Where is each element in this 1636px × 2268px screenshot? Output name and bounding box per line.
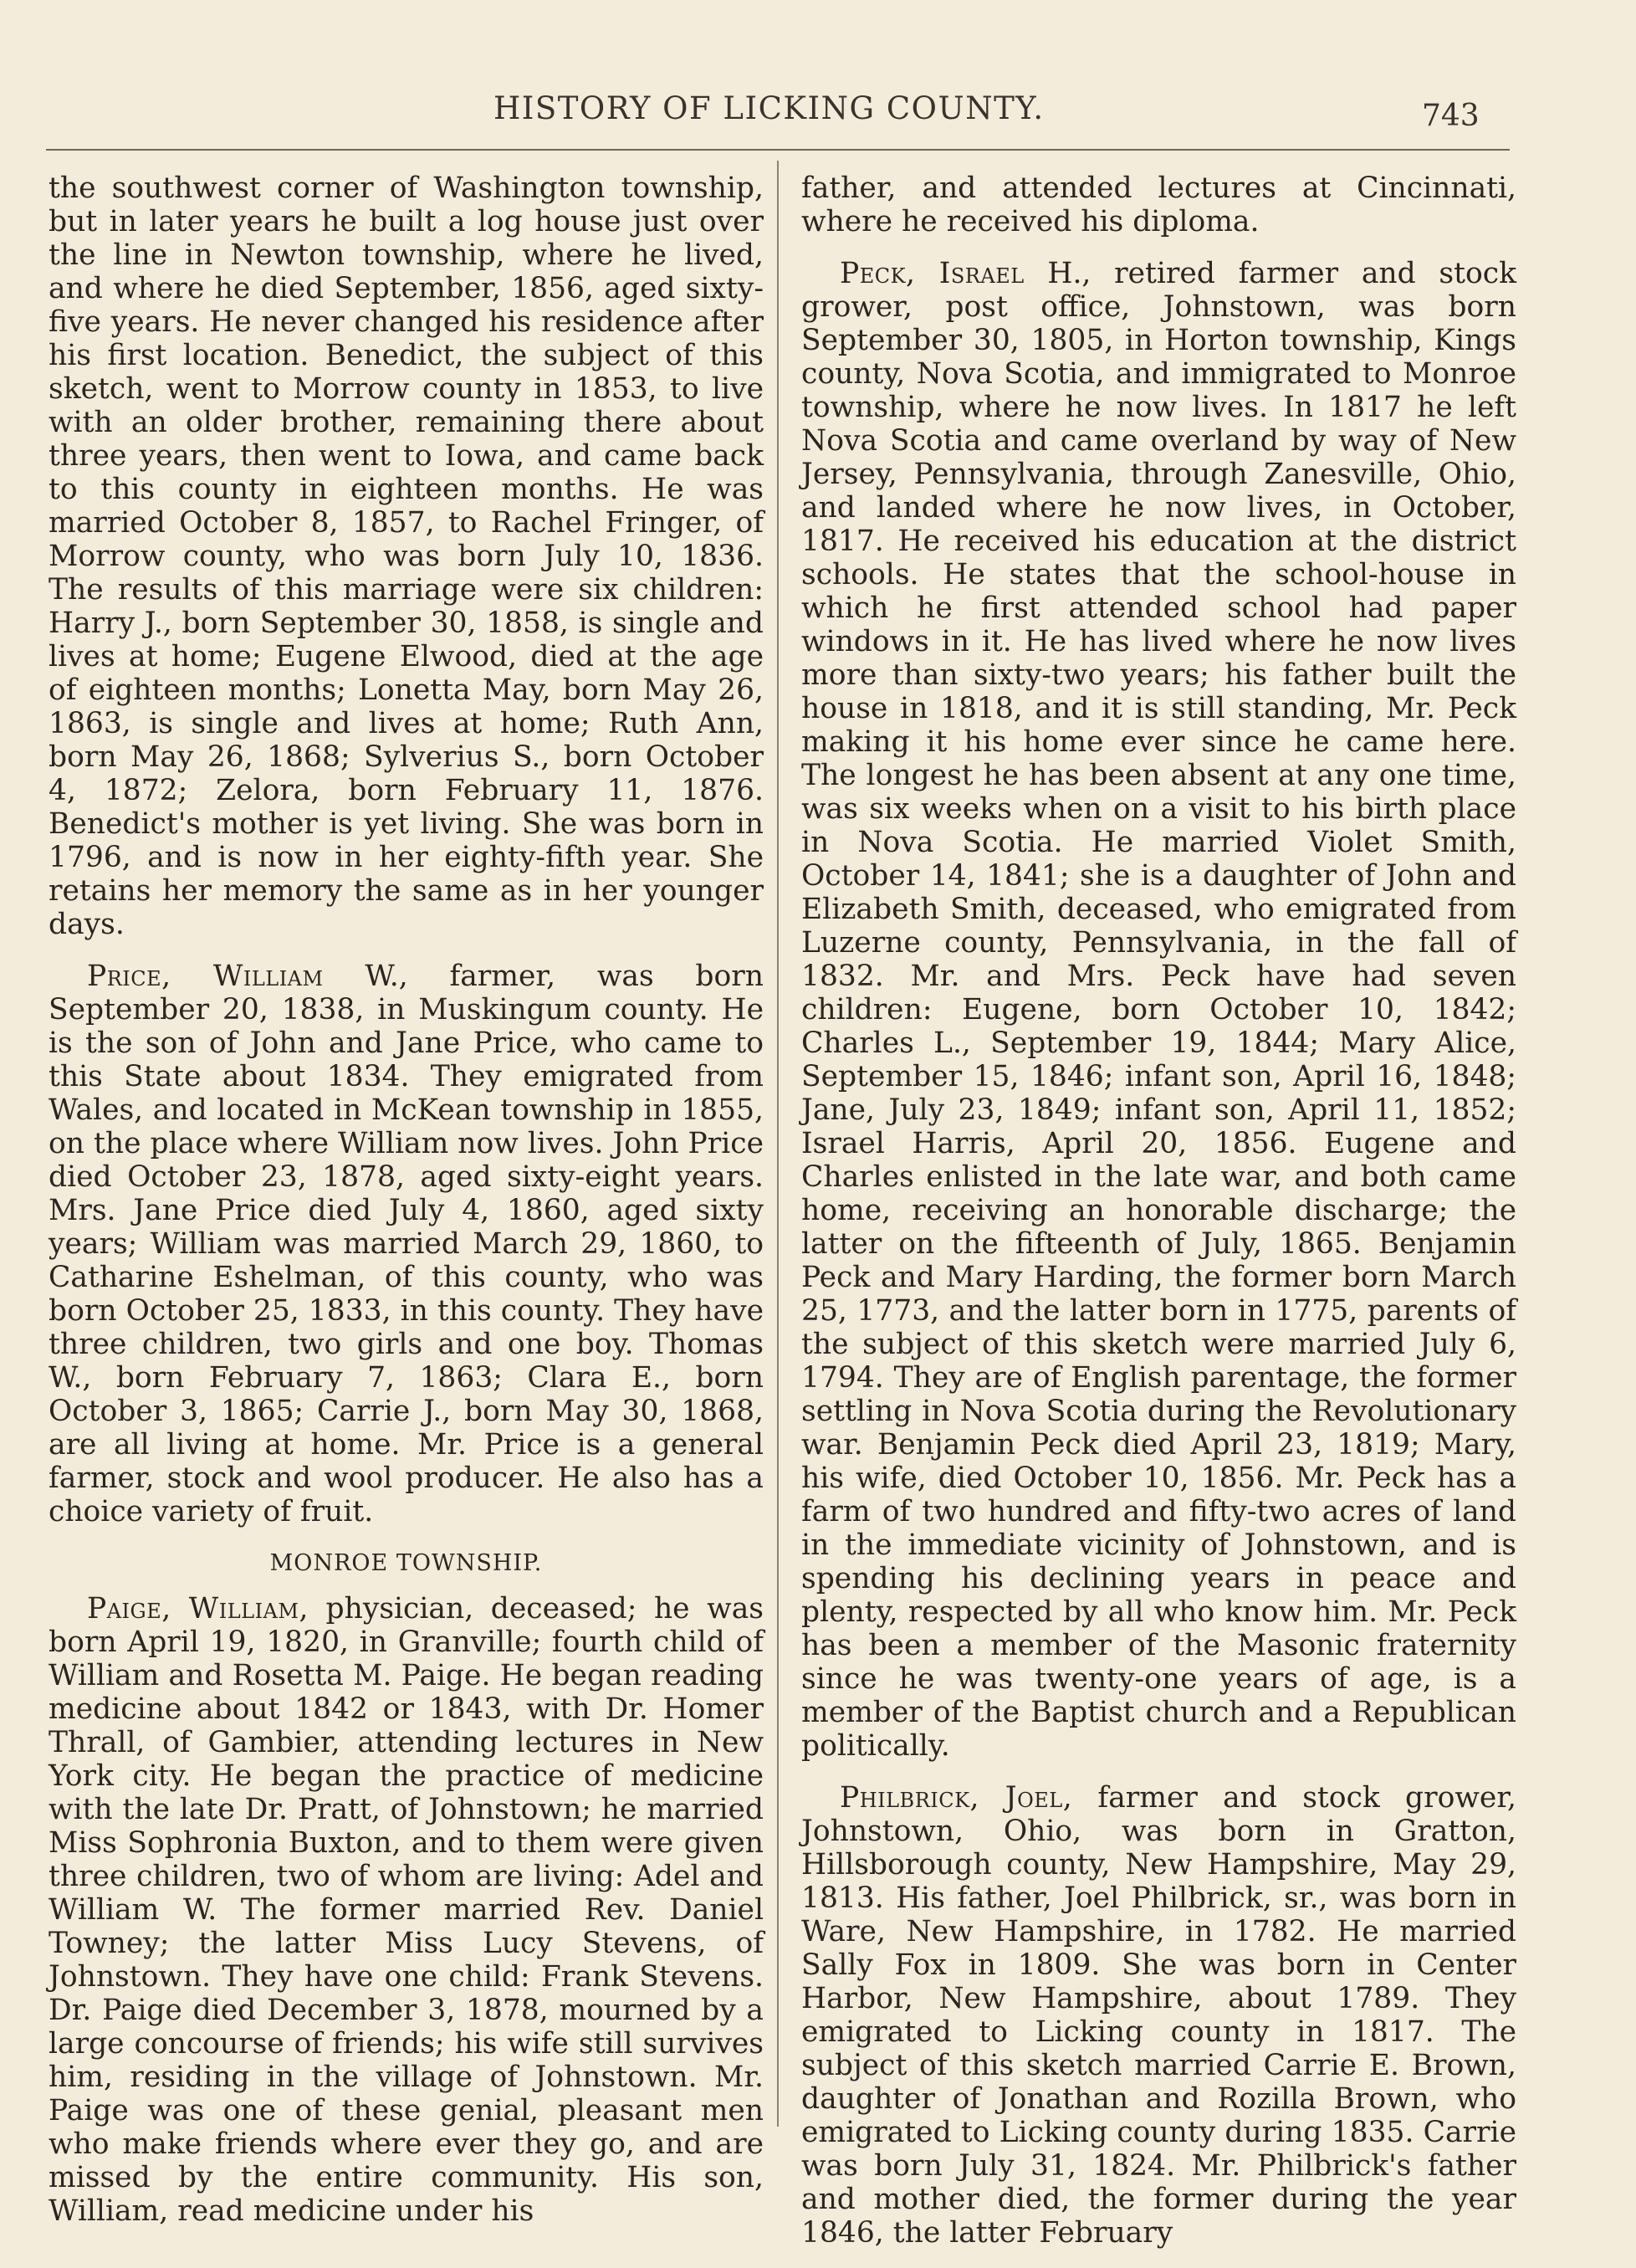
entry-text: farmer and stock grower, Johnstown, Ohio, was born in Gratton, Hillsborough county, New Hampshire, May 29, 1813. His father, Joel Philbrick, sr., was born in Ware, New Hampshire, in 1782. He married Sally Fox in 1809. She was born in Center Harbor, New Hampshire, about 1789. They emigrated to Licking county in 1817. The subject of this sketch married Carrie E. Brown, daughter of Jonathan and Rozilla Brown, who emigrated to Licking county during 1835. Carrie was born July 31, 1824. Mr. Philbrick's father and mother died, the former during the year 1846, the latter February [801,1781,1516,2250]
entry-text: W., farmer, was born September 20, 1838, in Muskingum county. He is the son of John and Jane Price, who came to this State about 1834. They emigrated from Wales, and located in McKean township in 1855, on the place where William now lives. John Price died October 23, 1878, aged sixty-eight years. Mrs. Jane Price died July 4, 1860, aged sixty years; William was married March 29, 1860, to Catharine Eshelman, of this county, who was born October 25, 1833, in this county. They have three children, two girls and one boy. Thomas W., born February 7, 1863; Clara E., born October 3, 1865; Carrie J., born May 30, 1868, are all living at home. Mr. Price is a general farmer, stock and wool producer. He also has a choice variety of fruit. [49,960,764,1528]
continuation-paragraph: father, and attended lectures at Cincinnati, where he received his diploma. [801,172,1516,238]
biography-entry-peck [801,257,1516,1763]
biography-entry-price [49,960,764,1528]
running-title: HISTORY OF LICKING COUNTY. [493,90,1045,126]
running-head [0,90,1636,141]
header-rule [46,149,1510,151]
continuation-paragraph: the southwest corner of Washington township, but in later years he built a log house just over the line in Newton township, where he lived, and where he died September, 1856, aged sixty-five years. He never changed his residence after his first location. Benedict, the subject of this sketch, went to Morrow county in 1853, to live with an older brother, remaining there about three years, then went to Iowa, and came back to this county in eighteen months. He was married October 8, 1857, to Rachel Fringer, of Morrow county, who was born July 10, 1836. The results of this marriage were six children: Harry J., born September 30, 1858, is single and lives at home; Eugene Elwood, died at the age of eighteen months; Lonetta May, born May 26, 1863, is single and lives at home; Ruth Ann, born May 26, 1868; Sylverius S., born October 4, 1872; Zelora, born February 11, 1876. Benedict's mother is yet living. She was born in 1796, and is now in her eighty-fifth year. She retains her memory the same as in her younger days. [49,172,764,941]
entry-name: Price, William [87,960,324,993]
entry-name: Philbrick, Joel, [840,1781,1073,1815]
right-column [801,172,1516,2268]
biography-entry-paige [49,1592,764,2228]
biography-entry-philbrick [801,1781,1516,2250]
entry-text: physician, deceased; he was born April 19, 1820, in Granville; fourth child of William and Rosetta M. Paige. He began reading medicine about 1842 or 1843, with Dr. Homer Thrall, of Gambier, attending lectures in New York city. He began the practice of medicine with the late Dr. Pratt, of Johnstown; he married Miss Sophronia Buxton, and to them were given three children, two of whom are living: Adel and William W. The former married Rev. Daniel Towney; the latter Miss Lucy Stevens, of Johnstown. They have one child: Frank Stevens. Dr. Paige died December 3, 1878, mourned by a large concourse of friends; his wife still survives him, residing in the village of Johnstown. Mr. Paige was one of these genial, pleasant men who make friends where ever they go, and are missed by the entire community. His son, William, read medicine under his [49,1592,764,2228]
left-column [49,172,764,2246]
section-heading: MONROE TOWNSHIP. [269,1550,543,1576]
entry-text: H., retired farmer and stock grower, post office, Johnstown, was born September 30, 1805, in Horton township, Kings county, Nova Scotia, and immigrated to Monroe township, where he now lives. In 1817 he left Nova Scotia and came overland by way of New Jersey, Pennsylvania, through Zanesville, Ohio, and landed where he now lives, in October, 1817. He received his education at the district schools. He states that the school-house in which he first attended school had paper windows in it. He has lived where he now lives more than sixty-two years; his father built the house in 1818, and it is still standing, Mr. Peck making it his home ever since he came here. The longest he has been absent at any one time, was six weeks when on a visit to his birth place in Nova Scotia. He married Violet Smith, October 14, 1841; she is a daughter of John and Elizabeth Smith, deceased, who emigrated from Luzerne county, Pennsylvania, in the fall of 1832. Mr. and Mrs. Peck have had seven children: Eugene, born October 10, 1842; Charles L., September 19, 1844; Mary Alice, September 15, 1846; infant son, April 16, 1848; Jane, July 23, 1849; infant son, April 11, 1852; Israel Harris, April 20, 1856. Eugene and Charles enlisted in the late war, and both came home, receiving an honorable discharge; the latter on the fifteenth of July, 1865. Benjamin Peck and Mary Harding, the former born March 25, 1773, and the latter born in 1775, parents of the subject of this sketch were married July 6, 1794. They are of English parentage, the former settling in Nova Scotia during the Revolutionary war. Benjamin Peck died April 23, 1819; Mary, his wife, died October 10, 1856. Mr. Peck has a farm of two hundred and fifty-two acres of land in the immediate vicinity of Johnstown, and is spending his declining years in peace and plenty, respected by all who know him. Mr. Peck has been a member of the Masonic fraternity since he was twenty-one years of age, is a member of the Baptist church and a Republican politically. [801,257,1517,1763]
column-divider [777,161,779,2127]
entry-name: Paige, William, [87,1592,309,1625]
page-number: 743 [1422,99,1480,133]
entry-name: Peck, Israel [840,257,1025,290]
